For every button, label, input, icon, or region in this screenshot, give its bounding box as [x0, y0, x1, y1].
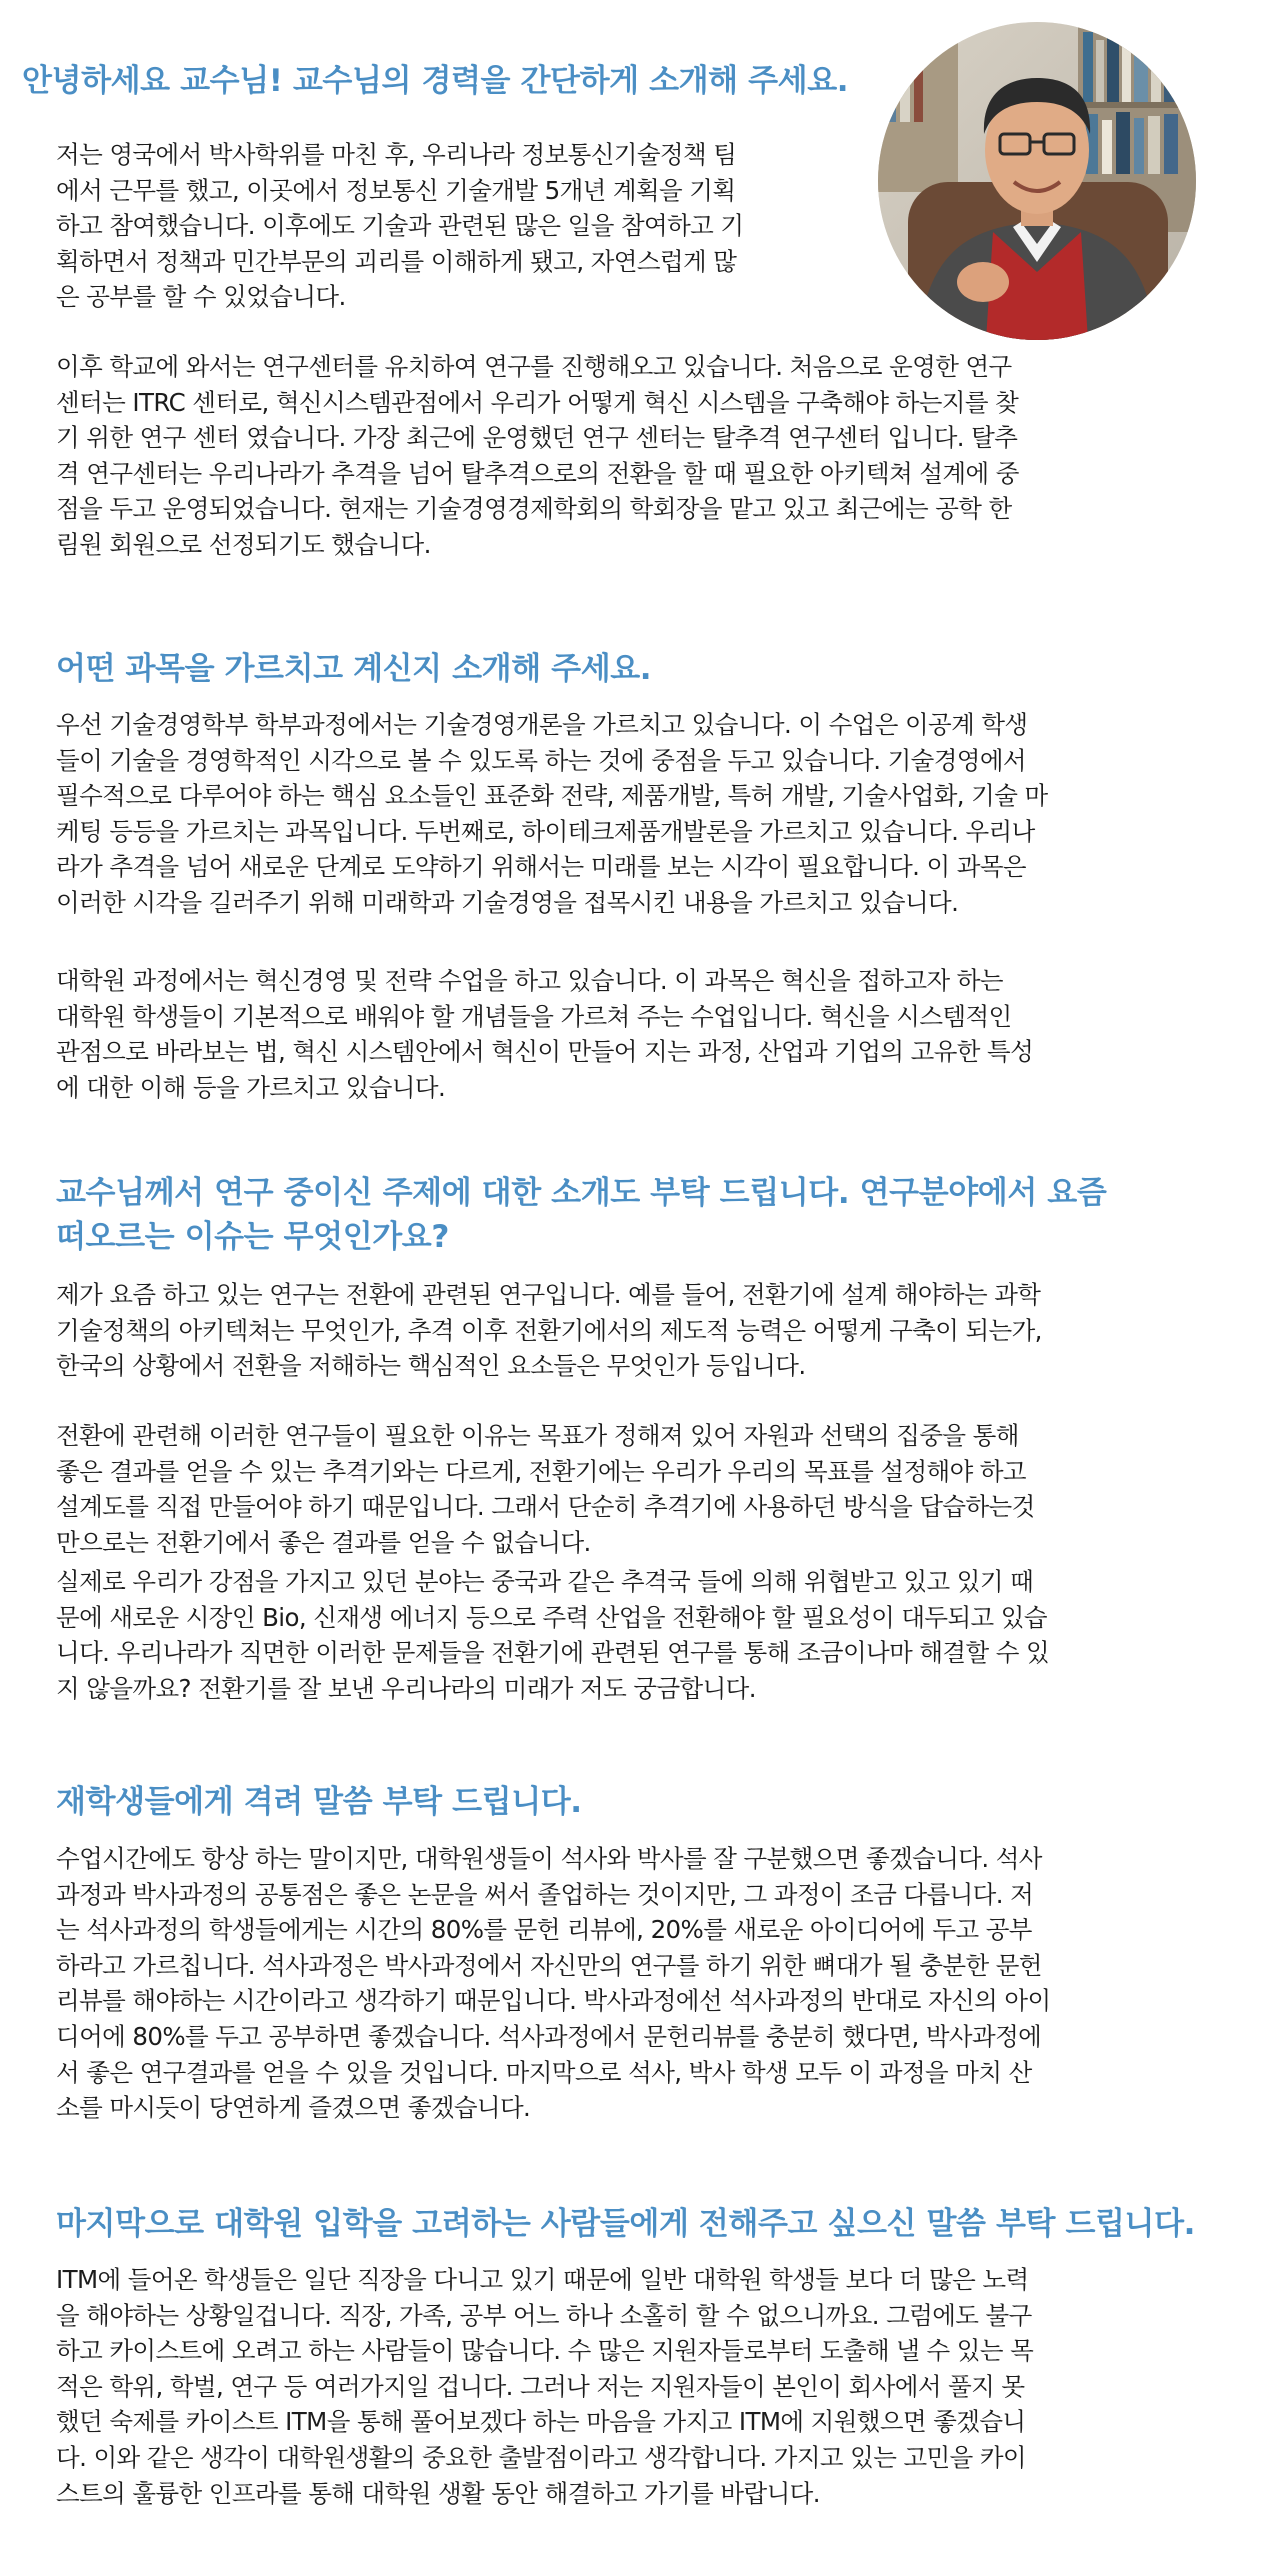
question-courses: 어떤 과목을 가르치고 계신지 소개해 주세요. — [56, 651, 652, 687]
answer-research-paragraph-1 — [56, 1277, 1042, 1384]
text-line: 기 위한 연구 센터 였습니다. 가장 최근에 운영했던 연구 센터는 탈추격 연구센터 입니다. 탈추 — [56, 423, 1018, 453]
question-research: 교수님께서 연구 중이신 주제에 대한 소개도 부탁 드립니다. 연구분야에서 요즘 — [56, 1175, 1107, 1211]
text-line: 이후 학교에 와서는 연구센터를 유치하여 연구를 진행해오고 있습니다. 처음으로 운영한 연구 — [56, 352, 1012, 381]
text-line: 기술정책의 아키텍쳐는 무엇인가, 추격 이후 전환기에서의 제도적 능력은 어떻게 구축이 되는가, — [56, 1315, 1042, 1345]
question-advice: 마지막으로 대학원 입학을 고려하는 사람들에게 전해주고 싶으신 말씀 부탁 드립니다. — [56, 2206, 1196, 2242]
text-line: 점을 두고 운영되었습니다. 현재는 기술경영경제학회의 학회장을 맡고 있고 최근에는 공학 한 — [56, 494, 1012, 524]
answer-research-paragraph-2 — [56, 1418, 1035, 1560]
text-line: 필수적으로 다루어야 하는 핵심 요소들인 표준화 전략, 제품개발, 특허 개발, 기술사업화, 기술 마 — [56, 781, 1048, 811]
text-line: 케팅 등등을 가르치는 과목입니다. 두번째로, 하이테크제품개발론을 가르치고 있습니다. 우리나 — [56, 816, 1035, 846]
answer-advice-paragraph — [56, 2262, 1033, 2511]
answer-career-paragraph-1 — [56, 137, 744, 315]
text-line: 했던 숙제를 카이스트 ITM을 통해 풀어보겠다 하는 마음을 가지고 ITM에 지원했으면 좋겠습니 — [56, 2407, 1026, 2437]
text-line: 문에 새로운 시장인 Bio, 신재생 에너지 등으로 주력 산업을 전환해야 할 필요성이 대두되고 있습 — [56, 1602, 1047, 1632]
text-line: 리뷰를 해야하는 시간이라고 생각하기 때문입니다. 박사과정에선 석사과정의 반대로 자신의 아이 — [56, 1986, 1051, 2016]
portrait-image — [878, 22, 1196, 340]
text-line: 을 해야하는 상황일겁니다. 직장, 가족, 공부 어느 하나 소홀히 할 수 없으니까요. 그럼에도 불구 — [56, 2300, 1032, 2330]
answer-courses-paragraph-1 — [56, 707, 1048, 921]
professor-portrait — [878, 22, 1196, 340]
text-line: 에 대한 이해 등을 가르치고 있습니다. — [56, 1072, 446, 1102]
text-line: 대학원 과정에서는 혁신경영 및 전략 수업을 하고 있습니다. 이 과목은 혁신을 접하고자 하는 — [56, 966, 1003, 995]
question-research-line-2: 떠오르는 이슈는 무엇인가요? — [56, 1219, 449, 1255]
text-line: 적은 학위, 학벌, 연구 등 여러가지일 겁니다. 그러나 저는 지원자들이 본인이 회사에서 풀지 못 — [56, 2371, 1025, 2401]
text-line: 에서 근무를 했고, 이곳에서 정보통신 기술개발 5개년 계획을 기획 — [56, 175, 736, 205]
text-line: 지 않을까요? 전환기를 잘 보낸 우리나라의 미래가 저도 궁금합니다. — [56, 1673, 756, 1703]
text-line: 다. 이와 같은 생각이 대학원생활의 중요한 출발점이라고 생각합니다. 가지고 있는 고민을 카이 — [56, 2442, 1026, 2472]
text-line: 획하면서 정책과 민간부문의 괴리를 이해하게 됐고, 자연스럽게 많 — [56, 246, 737, 276]
question-encouragement: 재학생들에게 격려 말씀 부탁 드립니다. — [56, 1784, 582, 1820]
text-line: 전환에 관련해 이러한 연구들이 필요한 이유는 목표가 정해져 있어 자원과 선택의 집중을 통해 — [56, 1421, 1019, 1450]
text-line: 이러한 시각을 길러주기 위해 미래학과 기술경영을 접목시킨 내용을 가르치고 있습니다. — [56, 887, 959, 917]
text-line: 한국의 상황에서 전환을 저해하는 핵심적인 요소들은 무엇인가 등입니다. — [56, 1351, 806, 1381]
text-line: 스트의 훌륭한 인프라를 통해 대학원 생활 동안 해결하고 가기를 바랍니다. — [56, 2478, 820, 2508]
text-line: 센터는 ITRC 센터로, 혁신시스템관점에서 우리가 어떻게 혁신 시스템을 구축해야 하는지를 찾 — [56, 387, 1019, 417]
answer-courses-paragraph-2 — [56, 963, 1033, 1105]
text-line: 관점으로 바라보는 법, 혁신 시스템안에서 혁신이 만들어 지는 과정, 산업과 기업의 고유한 특성 — [56, 1037, 1034, 1067]
text-line: 과정과 박사과정의 공통점은 좋은 논문을 써서 졸업하는 것이지만, 그 과정이 조금 다릅니다. 저 — [56, 1879, 1034, 1909]
answer-research-paragraph-3 — [56, 1564, 1049, 1706]
answer-encouragement-paragraph — [56, 1841, 1051, 2126]
text-line: ITM에 들어온 학생들은 일단 직장을 다니고 있기 때문에 일반 대학원 학생들 보다 더 많은 노력 — [56, 2265, 1029, 2294]
text-line: 림원 회원으로 선정되기도 했습니다. — [56, 529, 431, 559]
answer-career-paragraph-2 — [56, 349, 1019, 563]
text-line: 디어에 80%를 두고 공부하면 좋겠습니다. 석사과정에서 문헌리뷰를 충분히 했다면, 박사과정에 — [56, 2021, 1042, 2051]
text-line: 설계도를 직접 만들어야 하기 때문입니다. 그래서 단순히 추격기에 사용하던 방식을 답습하는것 — [56, 1492, 1035, 1522]
text-line: 하고 카이스트에 오려고 하는 사람들이 많습니다. 수 많은 지원자들로부터 도출해 낼 수 있는 목 — [56, 2336, 1034, 2366]
text-line: 라가 추격을 넘어 새로운 단계로 도약하기 위해서는 미래를 보는 시각이 필요합니다. 이 과목은 — [56, 852, 1026, 882]
text-line: 하고 참여했습니다. 이후에도 기술과 관련된 많은 일을 참여하고 기 — [56, 211, 744, 241]
text-line: 니다. 우리나라가 직면한 이러한 문제들을 전환기에 관련된 연구를 통해 조금이나마 해결할 수 있 — [56, 1638, 1050, 1668]
text-line: 실제로 우리가 강점을 가지고 있던 분야는 중국과 같은 추격국 들에 의해 위협받고 있고 있기 때 — [56, 1567, 1034, 1596]
text-line: 하라고 가르칩니다. 석사과정은 박사과정에서 자신만의 연구를 하기 위한 뼈대가 될 충분한 문헌 — [56, 1950, 1042, 1980]
text-line: 좋은 결과를 얻을 수 있는 추격기와는 다르게, 전환기에는 우리가 우리의 목표를 설정해야 하고 — [56, 1456, 1026, 1486]
text-line: 격 연구센터는 우리나라가 추격을 넘어 탈추격으로의 전환을 할 때 필요한 아키텍쳐 설계에 중 — [56, 458, 1019, 488]
text-line: 우선 기술경영학부 학부과정에서는 기술경영개론을 가르치고 있습니다. 이 수업은 이공계 학생 — [56, 710, 1028, 739]
text-line: 저는 영국에서 박사학위를 마친 후, 우리나라 정보통신기술정책 팀 — [56, 140, 737, 169]
text-line: 은 공부를 할 수 있었습니다. — [56, 282, 346, 312]
text-line: 대학원 학생들이 기본적으로 배워야 할 개념들을 가르쳐 주는 수업입니다. 혁신을 시스템적인 — [56, 1001, 1012, 1031]
text-line: 들이 기술을 경영학적인 시각으로 볼 수 있도록 하는 것에 중점을 두고 있습니다. 기술경영에서 — [56, 745, 1026, 775]
question-career: 안녕하세요 교수님! 교수님의 경력을 간단하게 소개해 주세요. — [22, 63, 849, 99]
text-line: 수업시간에도 항상 하는 말이지만, 대학원생들이 석사와 박사를 잘 구분했으면 좋겠습니다. 석사 — [56, 1844, 1042, 1873]
text-line: 만으로는 전환기에서 좋은 결과를 얻을 수 없습니다. — [56, 1527, 591, 1557]
text-line: 서 좋은 연구결과를 얻을 수 있을 것입니다. 마지막으로 석사, 박사 학생 모두 이 과정을 마치 산 — [56, 2057, 1032, 2087]
text-line: 소를 마시듯이 당연하게 즐겼으면 좋겠습니다. — [56, 2093, 531, 2123]
text-line: 제가 요즘 하고 있는 연구는 전환에 관련된 연구입니다. 예를 들어, 전환기에 설계 해야하는 과학 — [56, 1280, 1041, 1309]
text-line: 는 석사과정의 학생들에게는 시간의 80%를 문헌 리뷰에, 20%를 새로운 아이디어에 두고 공부 — [56, 1915, 1032, 1945]
